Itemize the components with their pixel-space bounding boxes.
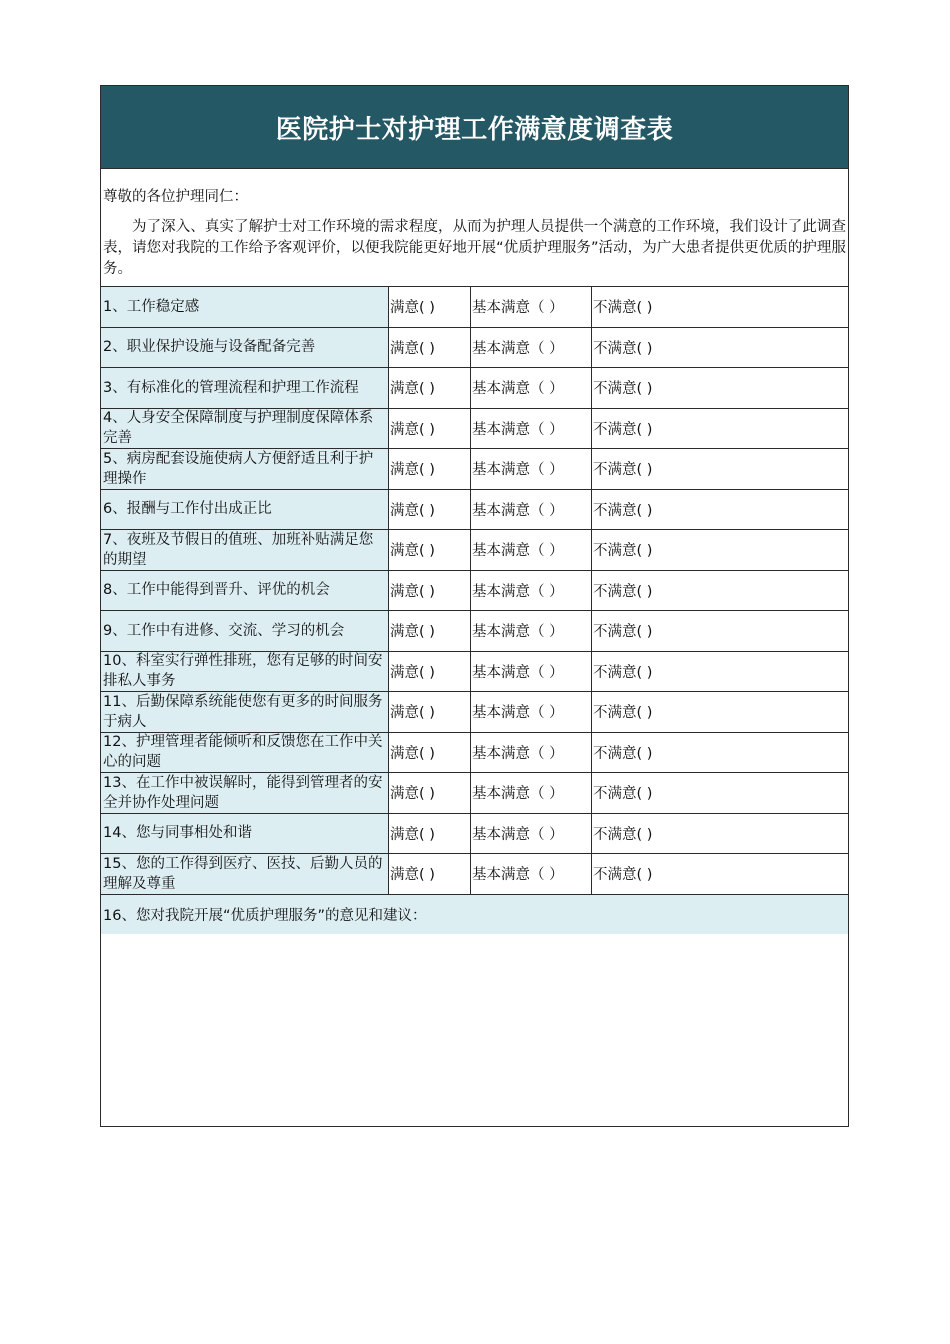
option-basic-satisfied[interactable]: 基本满意（ ） [471,571,592,611]
question-row [101,490,848,531]
survey-sheet [100,85,849,1127]
page-title: 医院护士对护理工作满意度调查表 [275,114,674,145]
question-row [101,449,848,490]
option-satisfied[interactable]: 满意( ) [389,692,471,732]
question-row [101,692,848,733]
option-unsatisfied[interactable]: 不满意( ) [593,664,653,681]
option-basic-satisfied[interactable]: 基本满意（ ） [471,368,592,408]
question-text: 15、您的工作得到医疗、医技、后勤人员的理解及尊重 [101,854,389,894]
option-basic-satisfied[interactable]: 基本满意（ ） [471,814,592,854]
question-row [101,368,848,409]
question-row [101,571,848,612]
option-basic-satisfied[interactable]: 基本满意（ ） [471,490,592,530]
intro-section [101,169,848,287]
option-satisfied[interactable]: 满意( ) [389,530,471,570]
option-unsatisfied[interactable]: 不满意( ) [593,745,653,762]
question-row [101,814,848,855]
option-unsatisfied[interactable]: 不满意( ) [593,786,653,803]
option-satisfied[interactable]: 满意( ) [389,490,471,530]
question-text: 6、报酬与工作付出成正比 [101,490,389,530]
option-satisfied[interactable]: 满意( ) [389,328,471,368]
option-unsatisfied[interactable]: 不满意( ) [593,705,653,722]
option-satisfied[interactable]: 满意( ) [389,773,471,813]
option-unsatisfied[interactable]: 不满意( ) [593,543,653,560]
question-row [101,328,848,369]
question-text: 9、工作中有进修、交流、学习的机会 [101,611,389,651]
question-text: 2、职业保护设施与设备配备完善 [101,328,389,368]
question-text: 4、人身安全保障制度与护理制度保障体系完善 [101,409,389,449]
option-basic-satisfied[interactable]: 基本满意（ ） [471,652,592,692]
intro-paragraph: 为了深入、真实了解护士对工作环境的需求程度，从而为护理人员提供一个满意的工作环境，我们设计了此调查表，请您对我院的工作给予客观评价，以便我院能更好地开展“优质护理服务”活动，为广大患者提供更优质的护理服务。 [103,219,846,277]
option-basic-satisfied[interactable]: 基本满意（ ） [471,733,592,773]
option-basic-satisfied[interactable]: 基本满意（ ） [471,611,592,651]
option-unsatisfied[interactable]: 不满意( ) [593,583,653,600]
option-satisfied[interactable]: 满意( ) [389,409,471,449]
question-row [101,611,848,652]
option-basic-satisfied[interactable]: 基本满意（ ） [471,328,592,368]
suggestion-input-area[interactable] [101,934,848,1124]
option-satisfied[interactable]: 满意( ) [389,571,471,611]
option-satisfied[interactable]: 满意( ) [389,733,471,773]
option-unsatisfied[interactable]: 不满意( ) [593,462,653,479]
option-basic-satisfied[interactable]: 基本满意（ ） [471,287,592,327]
option-satisfied[interactable]: 满意( ) [389,611,471,651]
question-text: 3、有标准化的管理流程和护理工作流程 [101,368,389,408]
suggestion-label: 16、您对我院开展“优质护理服务”的意见和建议： [101,895,848,934]
option-satisfied[interactable]: 满意( ) [389,287,471,327]
option-basic-satisfied[interactable]: 基本满意（ ） [471,409,592,449]
option-unsatisfied[interactable]: 不满意( ) [593,300,653,317]
question-row [101,652,848,693]
question-text: 12、护理管理者能倾听和反馈您在工作中关心的问题 [101,733,389,773]
option-unsatisfied[interactable]: 不满意( ) [593,381,653,398]
option-unsatisfied[interactable]: 不满意( ) [593,826,653,843]
option-basic-satisfied[interactable]: 基本满意（ ） [471,449,592,489]
greeting-text: 尊敬的各位护理同仁： [103,189,248,205]
question-text: 14、您与同事相处和谐 [101,814,389,854]
option-basic-satisfied[interactable]: 基本满意（ ） [471,854,592,894]
option-unsatisfied[interactable]: 不满意( ) [593,867,653,884]
question-text: 8、工作中能得到晋升、评优的机会 [101,571,389,611]
question-row [101,287,848,328]
option-basic-satisfied[interactable]: 基本满意（ ） [471,692,592,732]
question-text: 1、工作稳定感 [101,287,389,327]
question-row [101,773,848,814]
option-satisfied[interactable]: 满意( ) [389,854,471,894]
question-row [101,733,848,774]
question-text: 5、病房配套设施使病人方便舒适且利于护理操作 [101,449,389,489]
option-unsatisfied[interactable]: 不满意( ) [593,340,653,357]
option-basic-satisfied[interactable]: 基本满意（ ） [471,773,592,813]
question-row [101,530,848,571]
question-table [101,287,848,895]
question-text: 7、夜班及节假日的值班、加班补贴满足您的期望 [101,530,389,570]
option-unsatisfied[interactable]: 不满意( ) [593,421,653,438]
option-basic-satisfied[interactable]: 基本满意（ ） [471,530,592,570]
question-text: 13、在工作中被误解时，能得到管理者的安全并协作处理问题 [101,773,389,813]
option-satisfied[interactable]: 满意( ) [389,652,471,692]
option-unsatisfied[interactable]: 不满意( ) [593,502,653,519]
title-bar [101,86,848,169]
option-satisfied[interactable]: 满意( ) [389,814,471,854]
option-unsatisfied[interactable]: 不满意( ) [593,624,653,641]
option-satisfied[interactable]: 满意( ) [389,449,471,489]
question-text: 10、科室实行弹性排班，您有足够的时间安排私人事务 [101,652,389,692]
question-text: 11、后勤保障系统能使您有更多的时间服务于病人 [101,692,389,732]
question-row [101,409,848,450]
option-satisfied[interactable]: 满意( ) [389,368,471,408]
question-row [101,854,848,895]
